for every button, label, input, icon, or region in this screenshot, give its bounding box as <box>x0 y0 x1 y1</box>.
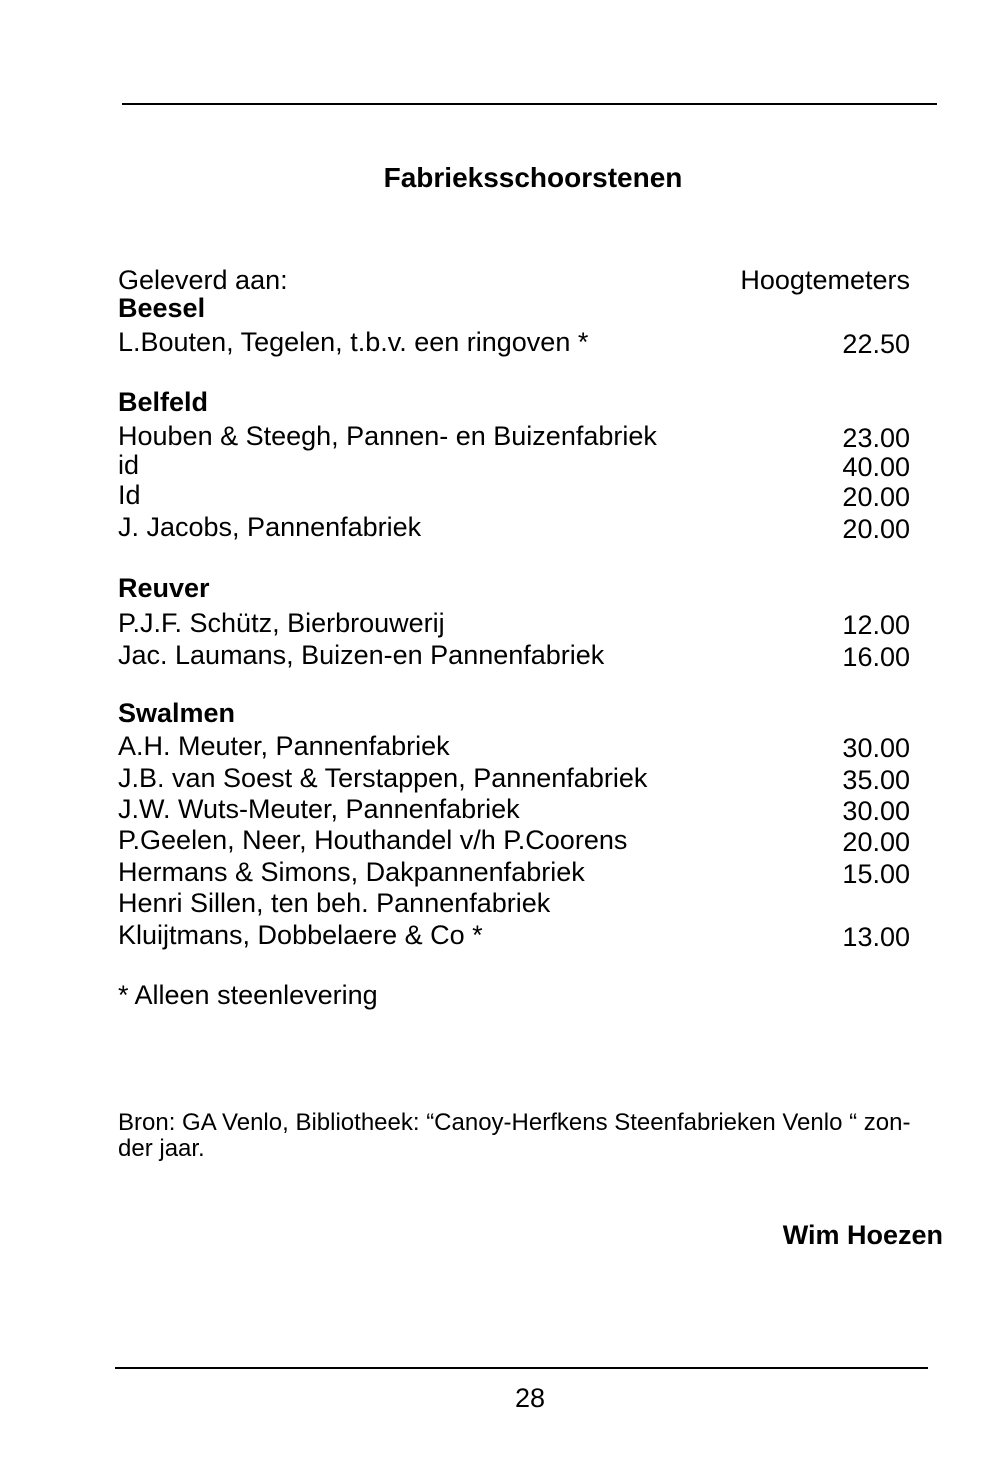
column-header-row <box>118 267 910 294</box>
row-value: 20.00 <box>842 827 910 857</box>
row-label: Jac. Laumans, Buizen-en Pannenfabriek <box>118 640 605 670</box>
section-heading-belfeld: Belfeld <box>118 387 209 417</box>
top-rule <box>122 103 937 105</box>
section-heading-swalmen: Swalmen <box>118 698 236 728</box>
table-row <box>118 512 910 544</box>
row-value: 16.00 <box>842 642 910 672</box>
row-value: 20.00 <box>842 514 910 544</box>
row-label: L.Bouten, Tegelen, t.b.v. een ringoven * <box>118 327 589 357</box>
table-row <box>118 450 910 482</box>
row-label: A.H. Meuter, Pannenfabriek <box>118 731 450 761</box>
row-value: 22.50 <box>842 329 910 359</box>
section-heading-reuver: Reuver <box>118 573 210 603</box>
table-row <box>118 327 910 359</box>
row-value: 30.00 <box>842 733 910 763</box>
row-value: 40.00 <box>842 452 910 482</box>
section-heading-beesel: Beesel <box>118 293 206 323</box>
row-value: 20.00 <box>842 482 910 512</box>
table-row <box>118 640 910 672</box>
row-label: Hermans & Simons, Dakpannenfabriek <box>118 857 585 887</box>
row-value: 30.00 <box>842 796 910 826</box>
table-row <box>118 763 910 795</box>
table-row <box>118 920 910 952</box>
author-name: Wim Hoezen <box>782 1220 943 1250</box>
delivered-to-header: Geleverd aan: <box>118 265 288 295</box>
row-label: P.Geelen, Neer, Houthandel v/h P.Coorens <box>118 825 628 855</box>
row-label: J.B. van Soest & Terstappen, Pannenfabriek <box>118 763 648 793</box>
row-value: 35.00 <box>842 765 910 795</box>
table-row <box>118 421 910 453</box>
row-value: 23.00 <box>842 423 910 453</box>
source-line-2: der jaar. <box>118 1135 205 1162</box>
table-row <box>118 794 910 826</box>
table-row <box>118 890 910 917</box>
table-row <box>118 608 910 640</box>
table-row <box>118 731 910 763</box>
page-title: Fabrieksschoorstenen <box>383 162 683 193</box>
bottom-rule <box>115 1367 928 1369</box>
source-line-1: Bron: GA Venlo, Bibliotheek: “Canoy-Herfkens Steenfabrieken Venlo “ zon- <box>118 1109 911 1136</box>
row-label: P.J.F. Schütz, Bierbrouwerij <box>118 608 445 638</box>
page-number: 28 <box>514 1383 546 1413</box>
row-label: Houben & Steegh, Pannen- en Buizenfabriek <box>118 421 657 451</box>
row-value: 15.00 <box>842 859 910 889</box>
row-label: Kluijtmans, Dobbelaere & Co * <box>118 920 483 950</box>
table-row <box>118 480 910 512</box>
footnote: * Alleen steenlevering <box>118 980 378 1010</box>
height-header: Hoogtemeters <box>740 265 910 295</box>
row-value: 13.00 <box>842 922 910 952</box>
row-value: 12.00 <box>842 610 910 640</box>
row-label: J.W. Wuts-Meuter, Pannenfabriek <box>118 794 520 824</box>
row-label: J. Jacobs, Pannenfabriek <box>118 512 422 542</box>
table-row <box>118 825 910 857</box>
row-label: id <box>118 450 140 480</box>
row-label: Henri Sillen, ten beh. Pannenfabriek <box>118 888 551 918</box>
table-row <box>118 857 910 889</box>
row-label: Id <box>118 480 141 510</box>
